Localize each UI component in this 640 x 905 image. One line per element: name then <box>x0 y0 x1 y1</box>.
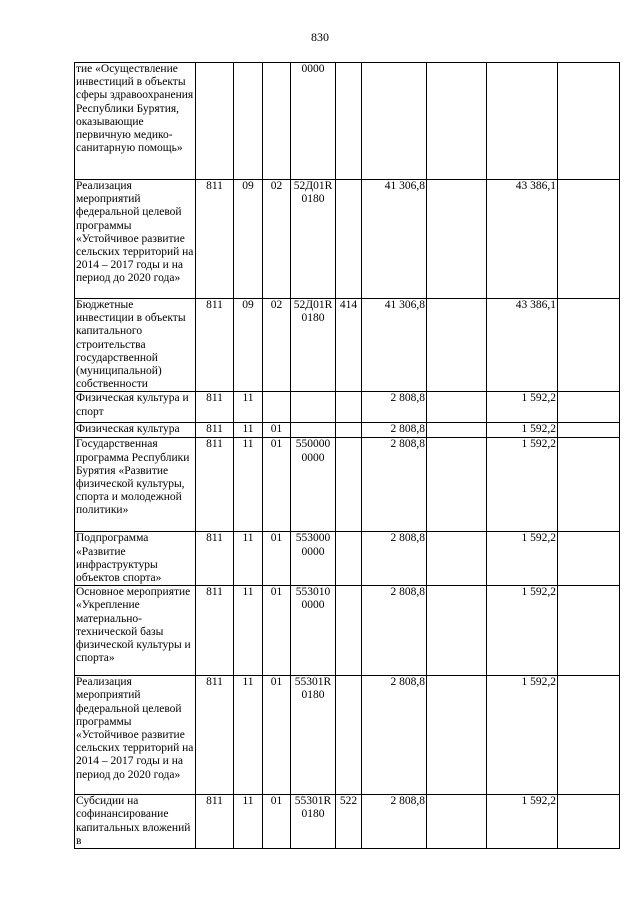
cell-name: Реализация мероприятий федеральной целевой программы «Устойчивое развитие сельских территорий на 2014 – 2017 годы и на период до 2020 года» <box>75 180 196 299</box>
table-row <box>75 180 620 299</box>
cell-subsection: 01 <box>263 532 291 586</box>
cell-expense-type <box>336 586 362 676</box>
cell-section: 11 <box>234 676 263 795</box>
cell-expense-type <box>336 423 362 438</box>
cell-amount-2 <box>427 299 487 392</box>
table-row <box>75 392 620 423</box>
cell-empty <box>558 299 620 392</box>
cell-empty <box>558 392 620 423</box>
cell-expense-type <box>336 180 362 299</box>
cell-ved-code: 811 <box>196 676 234 795</box>
cell-empty <box>558 676 620 795</box>
cell-amount-2 <box>427 795 487 849</box>
cell-ved-code: 811 <box>196 299 234 392</box>
cell-amount-3: 1 592,2 <box>487 532 558 586</box>
cell-amount-3: 1 592,2 <box>487 392 558 423</box>
cell-amount-3: 43 386,1 <box>487 299 558 392</box>
cell-amount-3: 43 386,1 <box>487 180 558 299</box>
cell-amount-1: 2 808,8 <box>362 795 427 849</box>
cell-empty <box>558 423 620 438</box>
cell-subsection: 01 <box>263 676 291 795</box>
table-row <box>75 676 620 795</box>
table-row <box>75 63 620 180</box>
cell-amount-3: 1 592,2 <box>487 795 558 849</box>
cell-amount-3 <box>487 63 558 180</box>
cell-expense-type <box>336 438 362 532</box>
cell-expense-type: 522 <box>336 795 362 849</box>
cell-ved-code: 811 <box>196 423 234 438</box>
cell-ved-code: 811 <box>196 532 234 586</box>
cell-section: 11 <box>234 532 263 586</box>
cell-target-article: 0000 <box>291 63 336 180</box>
cell-target-article: 55301R 0180 <box>291 676 336 795</box>
cell-target-article <box>291 423 336 438</box>
cell-target-article: 52Д01R 0180 <box>291 299 336 392</box>
cell-empty <box>558 532 620 586</box>
cell-expense-type <box>336 392 362 423</box>
cell-empty <box>558 63 620 180</box>
cell-target-article: 550000 0000 <box>291 438 336 532</box>
cell-amount-2 <box>427 180 487 299</box>
cell-ved-code: 811 <box>196 586 234 676</box>
cell-name: Реализация мероприятий федеральной целевой программы «Устойчивое развитие сельских территорий на 2014 – 2017 годы и на период до 2020 года» <box>75 676 196 795</box>
cell-subsection: 01 <box>263 438 291 532</box>
cell-empty <box>558 180 620 299</box>
cell-expense-type <box>336 63 362 180</box>
cell-amount-2 <box>427 423 487 438</box>
cell-amount-2 <box>427 586 487 676</box>
cell-amount-3: 1 592,2 <box>487 676 558 795</box>
cell-empty <box>558 586 620 676</box>
cell-amount-2 <box>427 532 487 586</box>
page-number: 830 <box>311 30 329 44</box>
cell-section: 09 <box>234 299 263 392</box>
cell-expense-type <box>336 676 362 795</box>
table-row <box>75 586 620 676</box>
cell-amount-1: 41 306,8 <box>362 299 427 392</box>
cell-ved-code <box>196 63 234 180</box>
cell-subsection: 01 <box>263 423 291 438</box>
cell-amount-1: 2 808,8 <box>362 676 427 795</box>
cell-amount-1: 41 306,8 <box>362 180 427 299</box>
cell-ved-code: 811 <box>196 438 234 532</box>
cell-section: 11 <box>234 423 263 438</box>
cell-amount-1: 2 808,8 <box>362 586 427 676</box>
table-row <box>75 423 620 438</box>
table-row <box>75 532 620 586</box>
cell-amount-1 <box>362 63 427 180</box>
cell-expense-type <box>336 532 362 586</box>
cell-amount-3: 1 592,2 <box>487 423 558 438</box>
cell-target-article: 553010 0000 <box>291 586 336 676</box>
cell-name: Физическая культура <box>75 423 196 438</box>
cell-ved-code: 811 <box>196 180 234 299</box>
cell-section: 11 <box>234 795 263 849</box>
cell-name: Основное мероприятие «Укрепление материально-технической базы физической культуры и спорта» <box>75 586 196 676</box>
cell-section: 11 <box>234 438 263 532</box>
cell-section: 11 <box>234 586 263 676</box>
cell-name: Бюджетные инвестиции в объекты капитального строительства государственной (муниципальной) собственности <box>75 299 196 392</box>
table-row <box>75 795 620 849</box>
cell-target-article: 553000 0000 <box>291 532 336 586</box>
cell-section <box>234 63 263 180</box>
cell-ved-code: 811 <box>196 795 234 849</box>
cell-amount-1: 2 808,8 <box>362 423 427 438</box>
cell-empty <box>558 438 620 532</box>
cell-amount-2 <box>427 676 487 795</box>
cell-amount-3: 1 592,2 <box>487 586 558 676</box>
cell-amount-1: 2 808,8 <box>362 532 427 586</box>
cell-subsection <box>263 63 291 180</box>
cell-amount-1: 2 808,8 <box>362 392 427 423</box>
table-row <box>75 438 620 532</box>
cell-section: 09 <box>234 180 263 299</box>
cell-target-article: 52Д01R 0180 <box>291 180 336 299</box>
cell-amount-3: 1 592,2 <box>487 438 558 532</box>
cell-amount-1: 2 808,8 <box>362 438 427 532</box>
cell-name: Субсидии на софинансирование капитальных вложений в <box>75 795 196 849</box>
budget-table <box>74 62 620 849</box>
cell-section: 11 <box>234 392 263 423</box>
cell-target-article: 55301R 0180 <box>291 795 336 849</box>
cell-subsection: 02 <box>263 180 291 299</box>
table-row <box>75 299 620 392</box>
cell-name: тие «Осуществление инвестиций в объекты сферы здравоохранения Республики Бурятия, оказывающие первичную медико-санитарную помощь» <box>75 63 196 180</box>
cell-name: Подпрограмма «Развитие инфраструктуры объектов спорта» <box>75 532 196 586</box>
cell-name: Физическая культура и спорт <box>75 392 196 423</box>
cell-amount-2 <box>427 63 487 180</box>
cell-empty <box>558 795 620 849</box>
cell-amount-2 <box>427 438 487 532</box>
cell-subsection: 01 <box>263 586 291 676</box>
cell-expense-type: 414 <box>336 299 362 392</box>
cell-amount-2 <box>427 392 487 423</box>
cell-target-article <box>291 392 336 423</box>
cell-subsection <box>263 392 291 423</box>
cell-subsection: 02 <box>263 299 291 392</box>
cell-subsection: 01 <box>263 795 291 849</box>
cell-name: Государственная программа Республики Бурятия «Развитие физической культуры, спорта и молодежной политики» <box>75 438 196 532</box>
table-body <box>75 63 620 849</box>
cell-ved-code: 811 <box>196 392 234 423</box>
